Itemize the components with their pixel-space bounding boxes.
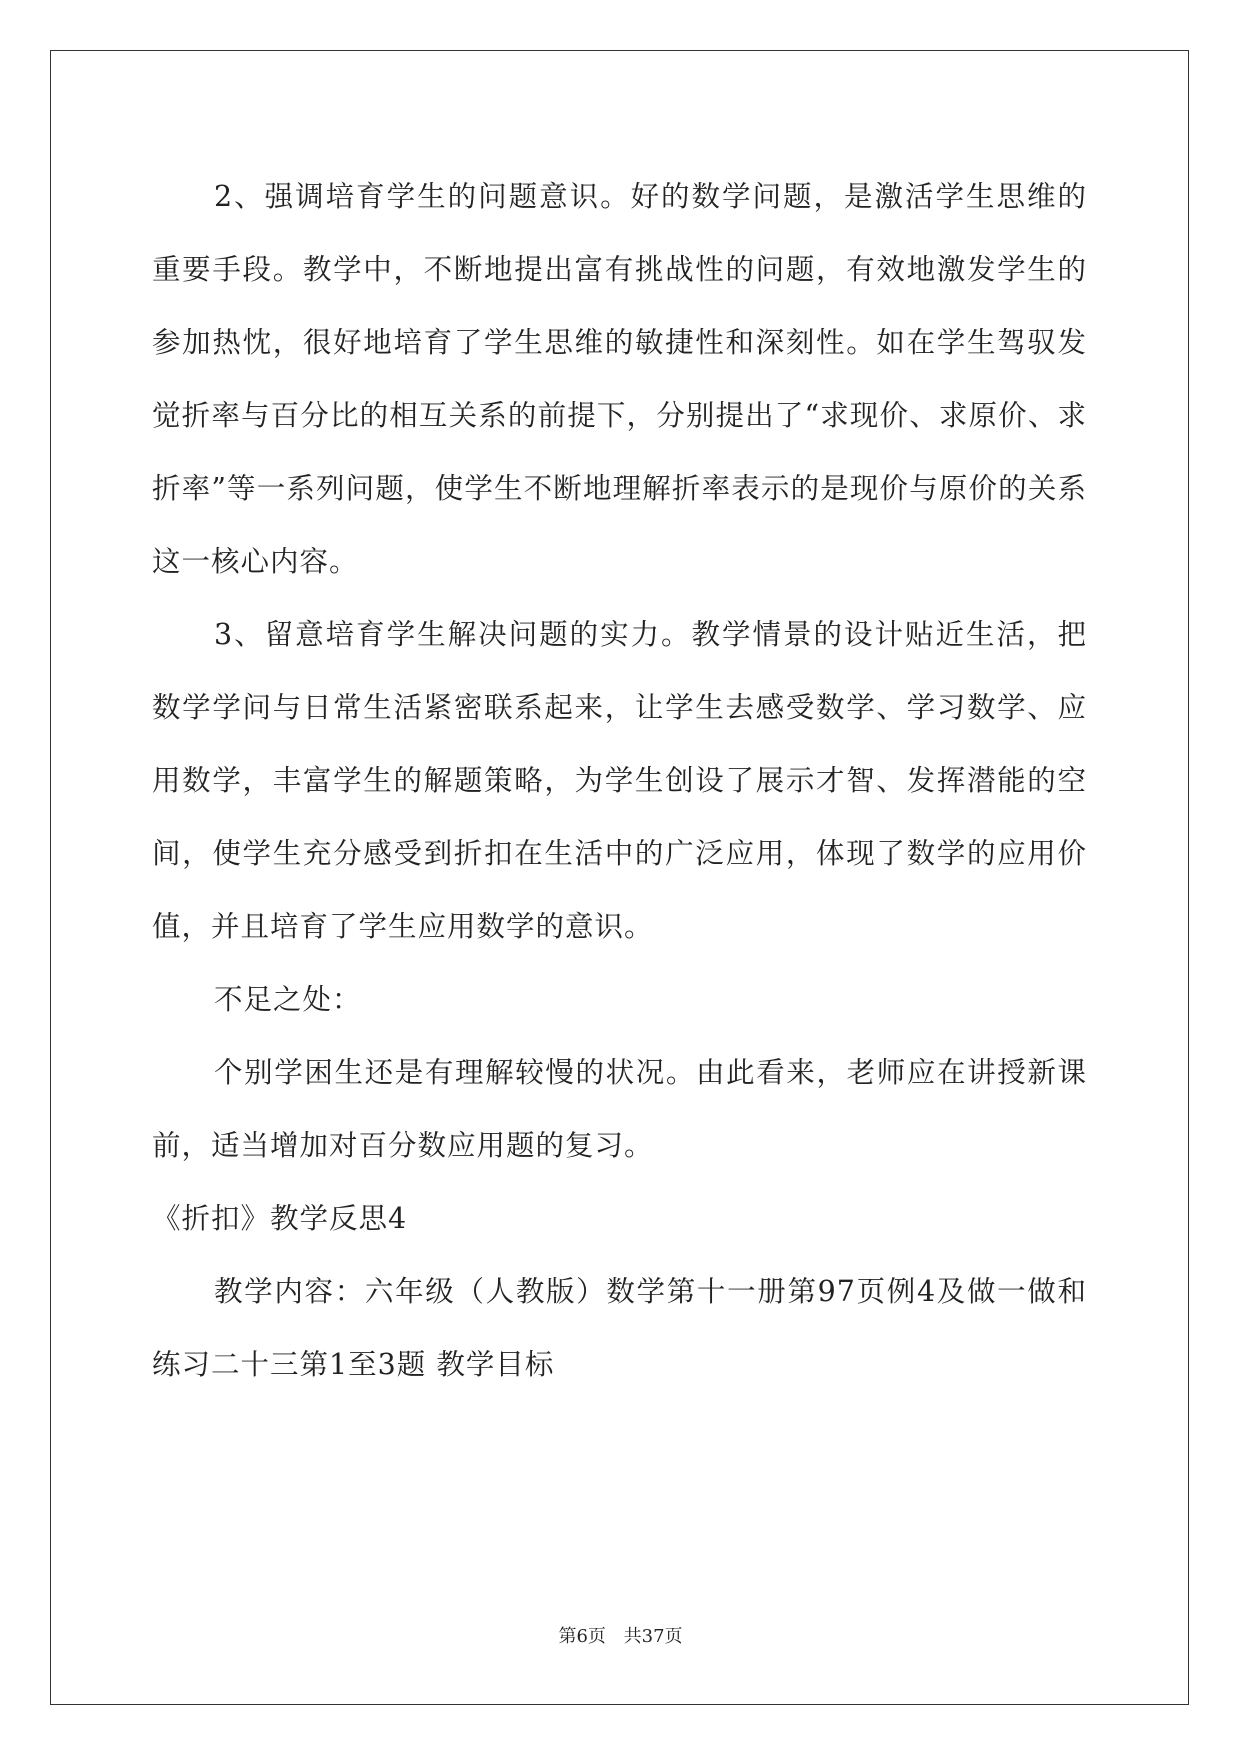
page-total: 共37页 (623, 1626, 683, 1647)
page-number: 第6页 (558, 1626, 606, 1647)
document-body (152, 160, 1087, 1401)
paragraph-problem-awareness: 2、强调培育学生的问题意识。好的数学问题，是激活学生思维的重要手段。教学中，不断地提出富有挑战性的问题，有效地激发学生的参加热忱，很好地培育了学生思维的敏捷性和深刻性。如在学生驾驭发觉折率与百分比的相互关系的前提下，分别提出了“求现价、求原价、求折率”等一系列问题，使学生不断地理解折率表示的是现价与原价的关系这一核心内容。 (152, 180, 1087, 578)
paragraph-shortcomings: 个别学困生还是有理解较慢的状况。由此看来，老师应在讲授新课前，适当增加对百分数应用题的复习。 (152, 1056, 1087, 1162)
section-heading: 《折扣》教学反思4 (152, 1202, 408, 1235)
paragraph-teaching-content: 教学内容：六年级（人教版）数学第十一册第97页例4及做一做和练习二十三第1至3题 教学目标 (152, 1275, 1087, 1381)
page-footer (0, 1622, 1241, 1648)
paragraph-shortcomings-label: 不足之处： (214, 983, 362, 1016)
paragraph-problem-solving: 3、留意培育学生解决问题的实力。教学情景的设计贴近生活，把数学学问与日常生活紧密联系起来，让学生去感受数学、学习数学、应用数学，丰富学生的解题策略，为学生创设了展示才智、发挥潜能的空间，使学生充分感受到折扣在生活中的广泛应用，体现了数学的应用价值，并且培育了学生应用数学的意识。 (152, 618, 1087, 943)
